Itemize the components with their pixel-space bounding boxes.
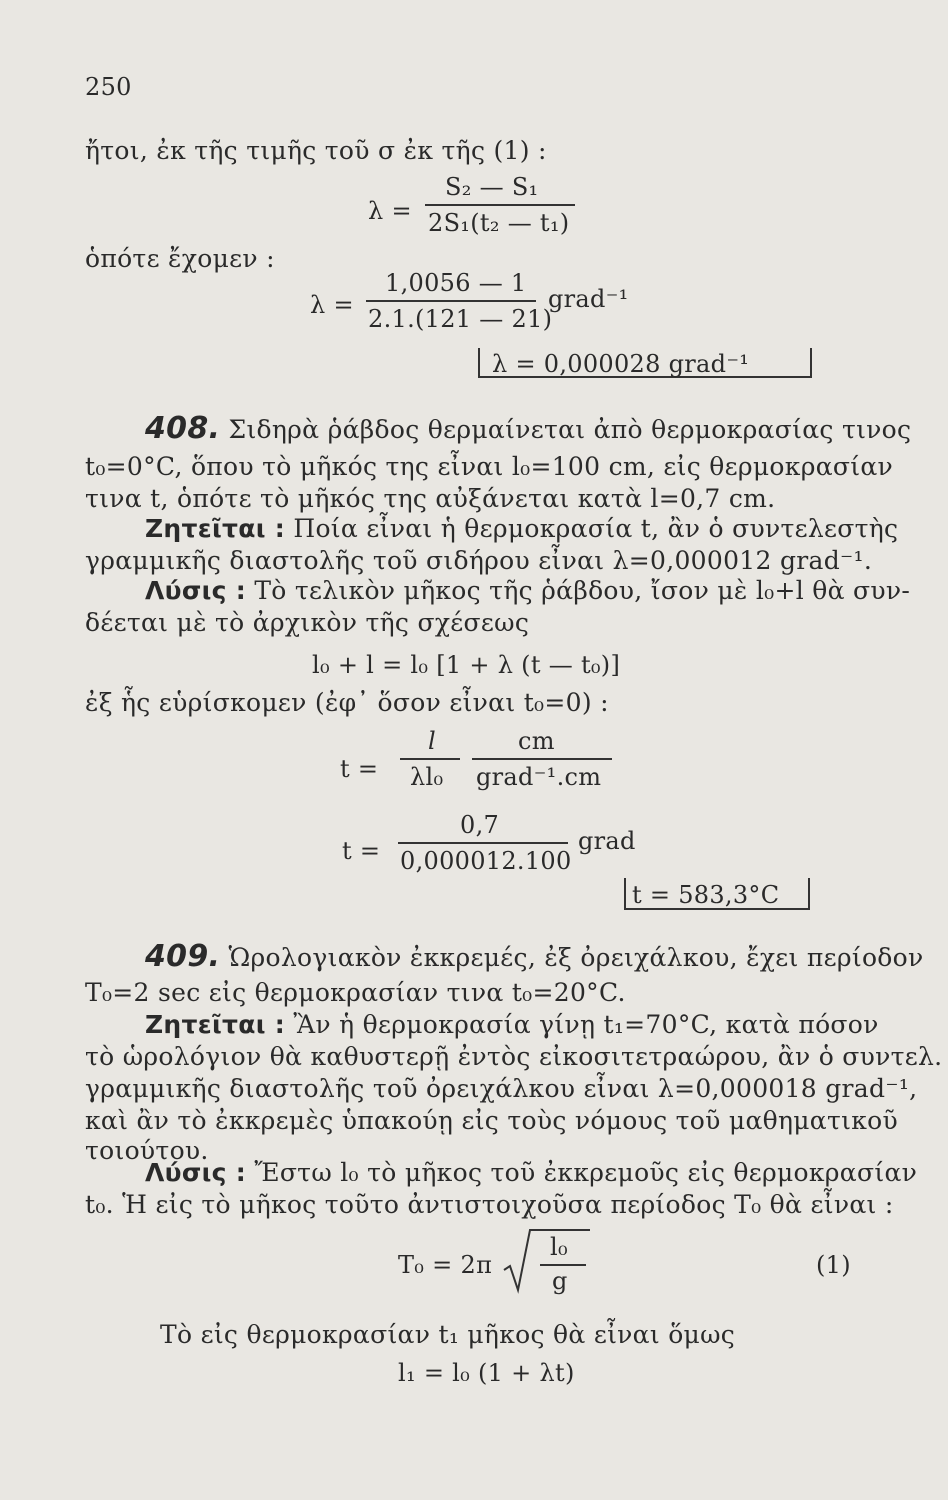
p409-line3-text: Ἂν ἡ θερμοκρασία γίνῃ t₁=70°C, κατὰ πόσον [293,1010,879,1039]
p409-line7: τοιούτου. [85,1136,209,1165]
p409-line8 [145,1158,917,1188]
p408-line8: ἐξ ἧς εὑρίσκομεν (ἐφ᾽ ὅσον εἶναι t₀=0) : [85,688,609,717]
eq6-denominator: g [552,1267,568,1295]
p408-line4 [145,514,898,544]
intro-line: ἤτοι, ἐκ τῆς τιμῆς τοῦ σ ἐκ τῆς (1) : [85,136,547,165]
eq4-denominator-2: grad⁻¹.cm [476,763,602,791]
eq4-fraction-bar-2 [472,758,612,760]
p408-line1 [145,411,912,446]
eq6-radical-sign [502,1226,592,1296]
p409-line6: καὶ ἂν τὸ ἐκκρεμὲς ὑπακούῃ εἰς τοὺς νόμους τοῦ μαθηματικοῦ [85,1106,898,1135]
p408-lysis-label: Λύσις : [145,576,247,605]
p409-line4: τὸ ὡρολόγιον θὰ καθυστερῇ ἐντὸς εἰκοσιτετραώρου, ἂν ὁ συντελ. [85,1042,943,1071]
p408-line2: t₀=0°C, ὅπου τὸ μῆκός της εἶναι l₀=100 cm, εἰς θερμοκρασίαν [85,452,894,481]
p408-line1-text: Σιδηρὰ ῥάβδος θερμαίνεται ἀπὸ θερμοκρασίας τινος [228,415,912,444]
eq4-denominator-1: λl₀ [410,763,444,791]
eq5-numerator: 0,7 [460,811,500,839]
eq1-numerator: S₂ — S₁ [445,173,539,201]
eq5-denominator: 0,000012.100 [400,847,572,875]
opote-line: ὁπότε ἔχομεν : [85,244,275,273]
eq5-lhs: t = [342,837,381,865]
p408-line3: τινα t, ὁπότε τὸ μῆκός της αὐξάνεται κατὰ l=0,7 cm. [85,484,776,513]
p409-line3 [145,1010,879,1040]
p409-line1-text: Ὡρολογιακὸν ἐκκρεμές, ἐξ ὀρειχάλκου, ἔχει περίοδον [228,943,924,972]
p408-line7: δέεται μὲ τὸ ἀρχικὸν τῆς σχέσεως [85,608,530,637]
page-number: 250 [85,73,132,101]
eq6-tag: (1) [816,1251,851,1279]
eq2-fraction-bar [366,300,536,302]
eq2-numerator: 1,0056 — 1 [385,269,527,297]
p408-line5: γραμμικῆς διαστολῆς τοῦ σιδήρου εἶναι λ=0,000012 grad⁻¹. [85,546,873,575]
p409-line9: t₀. Ἡ εἰς τὸ μῆκος τοῦτο ἀντιστοιχοῦσα περίοδος T₀ θὰ εἶναι : [85,1190,894,1219]
eq4-numerator-cm: cm [518,727,555,755]
eq2-lhs: λ = [310,291,354,319]
p409-line5: γραμμικῆς διαστολῆς τοῦ ὀρειχάλκου εἶναι λ=0,000018 grad⁻¹, [85,1074,918,1103]
p409-line2: T₀=2 sec εἰς θερμοκρασίαν τινα t₀=20°C. [85,978,626,1007]
p409-lysis-label: Λύσις : [145,1158,247,1187]
p408-line4-text: Ποία εἶναι ἡ θερμοκρασία t, ἂν ὁ συντελεστὴς [293,514,899,543]
eq6-numerator: l₀ [550,1233,568,1261]
p408-zitetai-label: Ζητεῖται : [145,514,286,543]
p409-line8-text: Ἔστω l₀ τὸ μῆκος τοῦ ἐκκρεμοῦς εἰς θερμοκρασίαν [254,1158,918,1187]
p409-zitetai-label: Ζητεῖται : [145,1010,286,1039]
p409-line10: Τὸ εἰς θερμοκρασίαν t₁ μῆκος θὰ εἶναι ὅμως [160,1320,736,1349]
eq4-fraction-bar-1 [400,758,460,760]
result2-text: t = 583,3°C [632,881,780,909]
eq5-fraction-bar [398,842,568,844]
eq1-fraction-bar [425,204,575,206]
p409-number: 409. [145,939,221,974]
eq7: l₁ = l₀ (1 + λt) [398,1359,575,1387]
p408-number: 408. [145,411,221,446]
eq5-unit: grad [578,827,636,855]
eq1-denominator: 2S₁(t₂ — t₁) [428,209,570,237]
eq4-numerator-l: l [428,727,436,755]
eq6-lhs: T₀ = 2π [398,1251,493,1279]
eq4-lhs: t = [340,755,379,783]
p408-line6 [145,576,910,606]
p408-line6-text: Τὸ τελικὸν μῆκος τῆς ῥάβδου, ἴσον μὲ l₀+l θὰ συν- [254,576,911,605]
eq1-lhs: λ = [368,197,412,225]
p408-eq3: l₀ + l = l₀ [1 + λ (t — t₀)] [312,651,621,679]
eq2-unit: grad⁻¹ [548,285,629,313]
eq2-denominator: 2.1.(121 — 21) [368,305,553,333]
result1-text: λ = 0,000028 grad⁻¹ [492,350,750,378]
p409-line1 [145,939,924,974]
